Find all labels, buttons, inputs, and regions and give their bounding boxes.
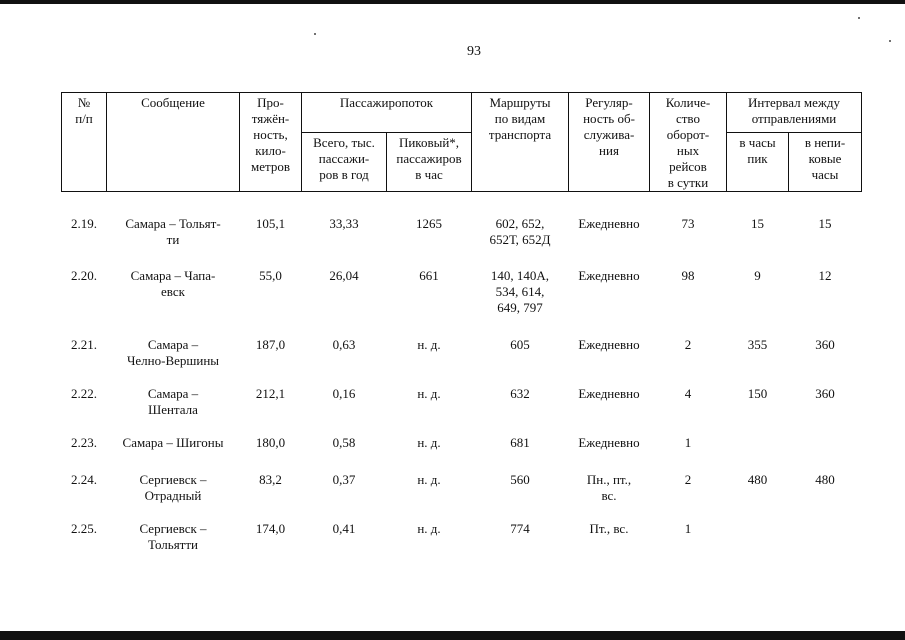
- header-length: Про- тяжён- ность, кило- метров: [240, 93, 302, 192]
- cell-regularity: Ежедневно: [578, 268, 640, 283]
- cell-peak: н. д.: [417, 472, 441, 487]
- cell-peak: 661: [419, 268, 439, 283]
- cell-interval-offpeak: 480: [815, 472, 835, 487]
- table-spacer: [62, 192, 862, 217]
- header-peak: Пиковый*, пассажиров в час: [387, 133, 472, 192]
- cell-peak: 1265: [416, 216, 442, 231]
- table-header: [62, 93, 862, 192]
- table-row: [62, 216, 862, 268]
- cell-interval-peak: 150: [747, 386, 768, 401]
- header-interval-peak: в часы пик: [727, 133, 789, 192]
- cell-interval-peak: [727, 435, 789, 472]
- cell-num: 2.25.: [71, 521, 97, 536]
- cell-num: 2.19.: [71, 216, 97, 231]
- header-interval-offpeak: в непи- ковые часы: [789, 133, 862, 192]
- cell-trips: 1: [684, 435, 692, 450]
- table-row: [62, 268, 862, 337]
- cell-total: 26,04: [329, 268, 359, 283]
- cell-total: 0,41: [332, 521, 356, 536]
- cell-num: 2.22.: [71, 386, 97, 401]
- cell-length: 187,0: [255, 337, 286, 352]
- table-row: [62, 435, 862, 472]
- cell-length: 55,0: [259, 268, 282, 283]
- cell-length: 212,1: [255, 386, 286, 401]
- header-message: Сообщение: [107, 93, 240, 192]
- cell-num: 2.20.: [71, 268, 97, 283]
- cell-length: 105,1: [255, 216, 286, 231]
- cell-peak: н. д.: [417, 521, 441, 536]
- cell-total: 0,63: [332, 337, 356, 352]
- cell-routes: 774: [510, 521, 530, 536]
- cell-interval-offpeak: 12: [818, 268, 832, 283]
- cell-message: Самара – Челно-Вершины: [126, 337, 220, 368]
- cell-total: 0,16: [332, 386, 356, 401]
- cell-interval-offpeak: [789, 521, 862, 561]
- cell-routes: 602, 652, 652Т, 652Д: [489, 216, 551, 247]
- header-routes: Маршруты по видам транспорта: [472, 93, 569, 192]
- cell-interval-peak: 355: [747, 337, 768, 352]
- header-interval: Интервал между отправлениями: [727, 93, 862, 133]
- cell-trips: 2: [684, 337, 692, 352]
- scan-speck: [889, 40, 891, 42]
- cell-total: 33,33: [329, 216, 359, 231]
- page-number: 93: [467, 44, 481, 59]
- cell-trips: 1: [684, 521, 692, 536]
- cell-message: Сергиевск – Отрадный: [139, 472, 207, 503]
- table-row: [62, 337, 862, 386]
- cell-length: 174,0: [255, 521, 286, 536]
- scan-edge-bottom: [0, 631, 905, 640]
- cell-trips: 98: [681, 268, 695, 283]
- header-regularity: Регуляр- ность об- служива- ния: [569, 93, 650, 192]
- cell-routes: 140, 140А, 534, 614, 649, 797: [490, 268, 550, 315]
- cell-peak: н. д.: [417, 337, 441, 352]
- table-row: [62, 472, 862, 521]
- cell-interval-peak: 15: [751, 216, 764, 231]
- cell-num: 2.23.: [71, 435, 97, 450]
- cell-regularity: Ежедневно: [578, 337, 640, 352]
- cell-routes: 632: [510, 386, 530, 401]
- cell-routes: 681: [510, 435, 530, 450]
- cell-length: 83,2: [259, 472, 282, 487]
- cell-routes: 560: [510, 472, 530, 487]
- table-row: [62, 521, 862, 561]
- cell-interval-offpeak: [789, 435, 862, 472]
- cell-interval-peak: 9: [754, 268, 761, 283]
- cell-regularity: Пн., пт., вс.: [586, 472, 632, 503]
- cell-message: Самара – Тольят- ти: [125, 216, 221, 247]
- cell-interval-offpeak: 15: [818, 216, 832, 231]
- cell-regularity: Пт., вс.: [589, 521, 629, 536]
- cell-interval-peak: 480: [747, 472, 768, 487]
- cell-total: 0,37: [332, 472, 356, 487]
- header-num: № п/п: [62, 93, 107, 192]
- cell-message: Самара – Шентала: [147, 386, 199, 417]
- cell-peak: н. д.: [417, 435, 441, 450]
- cell-message: Самара – Чапа- евск: [130, 268, 216, 299]
- cell-routes: 605: [510, 337, 530, 352]
- cell-length: 180,0: [255, 435, 286, 450]
- cell-trips: 2: [684, 472, 692, 487]
- cell-regularity: Ежедневно: [578, 435, 640, 450]
- cell-num: 2.24.: [71, 472, 97, 487]
- table-body: [62, 192, 862, 562]
- scan-edge-top: [0, 0, 905, 4]
- scan-speck: [314, 33, 316, 35]
- table-row: [62, 386, 862, 435]
- header-trips: Количе- ство оборот- ных рейсов в сутки: [650, 93, 727, 192]
- cell-regularity: Ежедневно: [578, 386, 640, 401]
- cell-trips: 73: [681, 216, 695, 231]
- cell-total: 0,58: [332, 435, 356, 450]
- cell-message: Сергиевск – Тольятти: [139, 521, 207, 552]
- routes-table: [61, 92, 862, 561]
- header-total: Всего, тыс. пассажи- ров в год: [302, 133, 387, 192]
- scan-speck: [858, 17, 860, 19]
- cell-regularity: Ежедневно: [578, 216, 640, 231]
- cell-interval-offpeak: 360: [815, 337, 835, 352]
- cell-interval-peak: [727, 521, 789, 561]
- cell-interval-offpeak: 360: [815, 386, 835, 401]
- cell-num: 2.21.: [71, 337, 97, 352]
- cell-peak: н. д.: [417, 386, 441, 401]
- cell-message: Самара – Шигоны: [122, 435, 224, 450]
- cell-trips: 4: [684, 386, 692, 401]
- header-passenger-flow: Пассажиропоток: [302, 93, 472, 133]
